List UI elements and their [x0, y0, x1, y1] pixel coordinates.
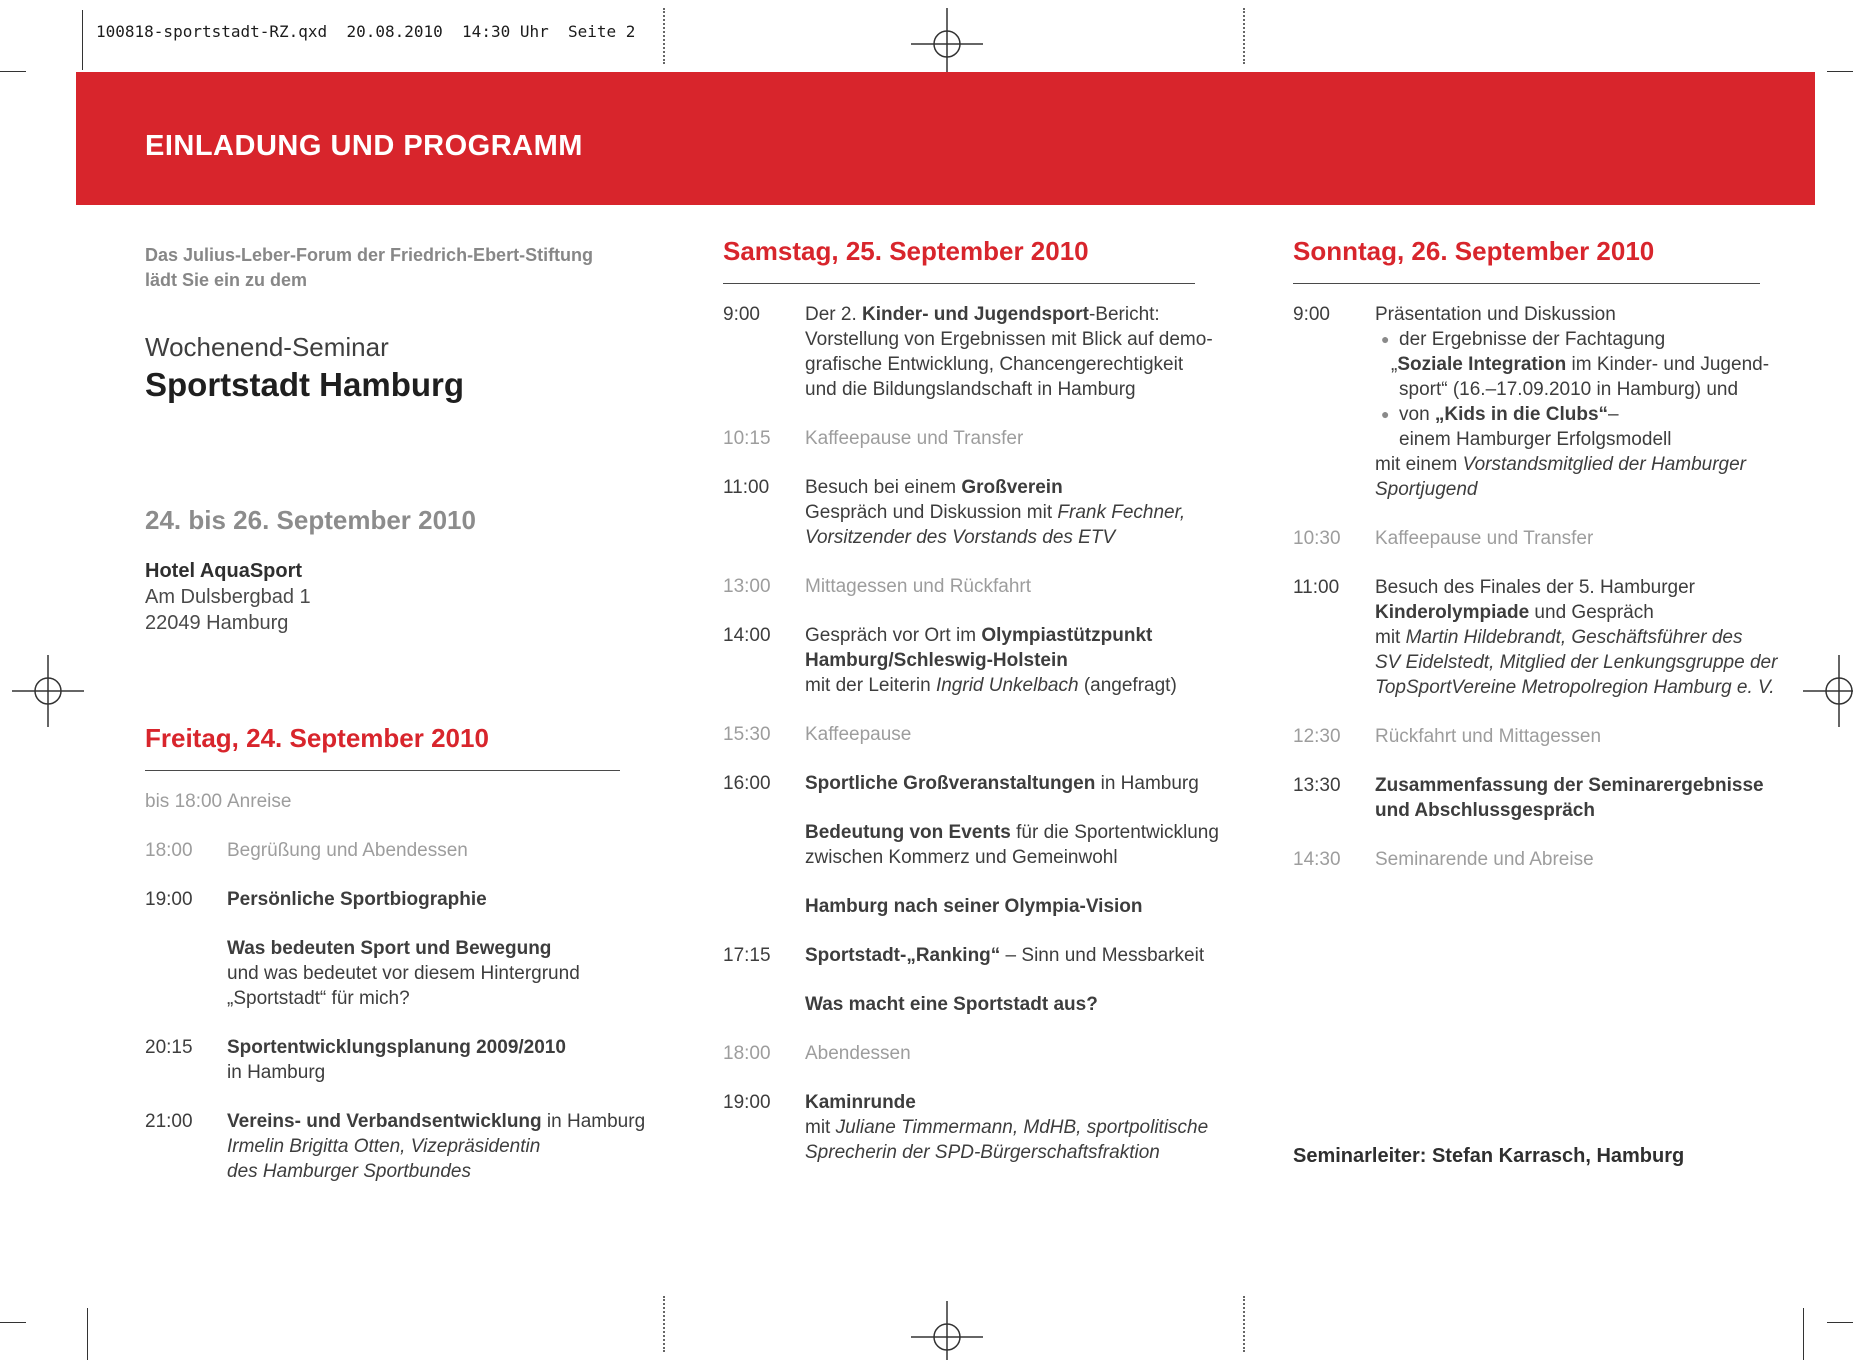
entry-time: 10:30 [1293, 528, 1341, 549]
text-line: Was bedeuten Sport und Bewegung [227, 938, 552, 959]
bullet-icon: ● [1381, 406, 1390, 422]
registration-mark-right [1801, 653, 1853, 729]
text-line: Seminarende und Abreise [1375, 849, 1594, 870]
text-line: des Hamburger Sportbundes [227, 1161, 471, 1182]
crop-mark [0, 71, 26, 72]
entry-time: 13:00 [723, 576, 771, 597]
text-line: Besuch des Finales der 5. Hamburger [1375, 577, 1695, 598]
invitation-line: lädt Sie ein zu dem [145, 270, 308, 290]
entry-time: 17:15 [723, 945, 771, 966]
schedule-entry [723, 302, 1215, 402]
text-line: Gespräch vor Ort im Olympiastützpunkt [805, 625, 1153, 646]
entry-text [1375, 526, 1793, 551]
text-line: und die Bildungslandschaft in Hamburg [805, 379, 1136, 400]
text-line: grafische Entwicklung, Chancengerechtigkeit [805, 354, 1184, 375]
text-line: TopSportVereine Metropolregion Hamburg e. V. [1375, 677, 1775, 698]
printer-header: 100818-sportstadt-RZ.qxd 20.08.2010 14:30 Uhr Seite 2 [96, 22, 636, 41]
text-line: Sprecherin der SPD-Bürgerschaftsfraktion [805, 1142, 1160, 1163]
text-line: Kinderolympiade und Gespräch [1375, 602, 1654, 623]
entry-time: 21:00 [145, 1111, 193, 1132]
entry-text [805, 574, 1215, 599]
venue-name: Hotel AquaSport [145, 560, 303, 582]
crop-mark-dotted [663, 8, 665, 64]
day-section-sunday [1293, 235, 1793, 896]
bullet-icon: ● [1381, 331, 1390, 347]
entry-text [805, 1090, 1215, 1165]
schedule-list [145, 789, 646, 1184]
entry-text [805, 1041, 1215, 1066]
text-line: mit Martin Hildebrandt, Geschäftsführer des [1375, 627, 1743, 648]
crop-mark [87, 1308, 88, 1360]
entry-text [1375, 724, 1793, 749]
invitation-text [145, 243, 625, 293]
text-line: Kaminrunde [805, 1092, 916, 1113]
day-heading: Sonntag, 26. September 2010 [1293, 236, 1655, 266]
text-line: Vorsitzender des Vorstands des ETV [805, 527, 1116, 548]
schedule-entry [1293, 724, 1793, 749]
crop-mark [1827, 71, 1853, 72]
seminar-leader: Seminarleiter: Stefan Karrasch, Hamburg [1293, 1145, 1685, 1167]
text-line: in Hamburg [227, 1062, 326, 1083]
text-line: einem Hamburger Erfolgsmodell [1399, 429, 1672, 450]
schedule-entry [1293, 526, 1793, 551]
text-line: Sportentwicklungsplanung 2009/2010 [227, 1037, 566, 1058]
schedule-entry [723, 943, 1215, 1017]
entry-time: 20:15 [145, 1037, 193, 1058]
schedule-entry [1293, 773, 1793, 823]
entry-text [1375, 773, 1793, 823]
schedule-list [723, 302, 1219, 1165]
entry-time: 11:00 [723, 477, 770, 498]
crop-mark [82, 10, 83, 70]
entry-time: 13:30 [1293, 775, 1341, 796]
schedule-entry [145, 1109, 646, 1184]
schedule-entry [145, 838, 625, 863]
crop-mark-dotted [1243, 1296, 1245, 1352]
entry-time: 12:30 [1293, 726, 1341, 747]
crop-mark [0, 1322, 26, 1323]
entry-text [805, 426, 1215, 451]
text-line: Rückfahrt und Mittagessen [1375, 726, 1602, 747]
entry-text [805, 475, 1215, 550]
bullet-line: ● von „Kids in die Clubs“– [1381, 404, 1619, 425]
day-heading: Freitag, 24. September 2010 [145, 723, 489, 753]
text-line: Hamburg/Schleswig-Holstein [805, 650, 1068, 671]
entry-time: 9:00 [723, 304, 760, 325]
entry-time: 18:00 [145, 840, 193, 861]
text-line: Gespräch und Diskussion mit Frank Fechner, [805, 502, 1186, 523]
entry-time: 19:00 [145, 889, 193, 910]
text-line: Sportliche Großveranstaltungen in Hamburg [805, 773, 1199, 794]
entry-time: 19:00 [723, 1092, 771, 1113]
registration-mark-top [909, 6, 985, 82]
divider [1293, 283, 1760, 284]
text-line: Mittagessen und Rückfahrt [805, 576, 1032, 597]
text-line: Anreise [227, 791, 292, 812]
text-line: Abendessen [805, 1043, 911, 1064]
schedule-entry [145, 887, 625, 1011]
registration-mark-bottom [909, 1299, 985, 1360]
entry-text [805, 943, 1215, 1017]
divider [145, 770, 620, 771]
schedule-entry [723, 722, 1215, 747]
text-line: Bedeutung von Events für die Sportentwicklung [805, 822, 1219, 843]
venue-city: 22049 Hamburg [145, 612, 289, 634]
day-section-saturday [723, 235, 1219, 1189]
text-line: Kaffeepause und Transfer [805, 428, 1024, 449]
entry-text [1375, 302, 1793, 502]
text-line: Sportstadt-„Ranking“ – Sinn und Messbarkeit [805, 945, 1205, 966]
entry-time: 14:30 [1293, 849, 1341, 870]
schedule-entry [1293, 302, 1793, 502]
invitation-line: Das Julius-Leber-Forum der Friedrich-Ebert-Stiftung [145, 245, 594, 265]
text-line: Vereins- und Verbandsentwicklung in Hamburg [227, 1111, 646, 1132]
schedule-entry [723, 475, 1215, 550]
text-line: Sportjugend [1375, 479, 1478, 500]
crop-mark-dotted [663, 1296, 665, 1352]
entry-text [227, 838, 625, 863]
schedule-entry [723, 426, 1215, 451]
text-line: Irmelin Brigitta Otten, Vizepräsidentin [227, 1136, 541, 1157]
text-line: zwischen Kommerz und Gemeinwohl [805, 847, 1118, 868]
schedule-entry [723, 623, 1215, 698]
entry-text [805, 302, 1215, 402]
text-line: „Sportstadt“ für mich? [227, 988, 410, 1009]
text-line: Persönliche Sportbiographie [227, 889, 487, 910]
schedule-entry [723, 1090, 1215, 1165]
entry-text [805, 722, 1215, 747]
entry-text [227, 887, 625, 1011]
entry-time: 11:00 [1293, 577, 1340, 598]
entry-text [805, 771, 1219, 919]
page-title: EINLADUNG UND PROGRAMM [145, 130, 583, 162]
schedule-entry [723, 574, 1215, 599]
schedule-entry [1293, 847, 1793, 872]
text-line: mit einem Vorstandsmitglied der Hamburger [1375, 454, 1747, 475]
entry-text [1375, 847, 1793, 872]
text-line: Der 2. Kinder- und Jugendsport-Bericht: [805, 304, 1160, 325]
schedule-entry [723, 771, 1219, 919]
crop-mark [1803, 1308, 1804, 1360]
text-line: Zusammenfassung der Seminarergebnisse [1375, 775, 1764, 796]
divider [723, 283, 1195, 284]
text-line: „Soziale Integration im Kinder- und Jugend- [1391, 354, 1770, 375]
crop-mark-dotted [1243, 8, 1245, 64]
text-line: Was macht eine Sportstadt aus? [805, 994, 1098, 1015]
registration-mark-left [10, 653, 86, 729]
venue-block [145, 558, 311, 636]
entry-text [1375, 575, 1793, 700]
text-line: Vorstellung von Ergebnissen mit Blick auf demo- [805, 329, 1213, 350]
text-line: sport“ (16.–17.09.2010 in Hamburg) und [1399, 379, 1739, 400]
text-line: und was bedeutet vor diesem Hintergrund [227, 963, 580, 984]
day-section-friday [145, 722, 646, 1208]
text-line: und Abschlussgespräch [1375, 800, 1595, 821]
entry-time: 15:30 [723, 724, 771, 745]
venue-street: Am Dulsbergbad 1 [145, 586, 311, 608]
text-line: Begrüßung und Abendessen [227, 840, 468, 861]
schedule-entry [1293, 575, 1793, 700]
title-banner [76, 72, 1815, 205]
entry-text [227, 1035, 625, 1085]
text-line: Hamburg nach seiner Olympia-Vision [805, 896, 1143, 917]
seminar-type: Wochenend-Seminar [145, 332, 389, 362]
bullet-line: ● der Ergebnisse der Fachtagung [1381, 329, 1666, 350]
text-line: Besuch bei einem Großverein [805, 477, 1063, 498]
entry-time: 18:00 [723, 1043, 771, 1064]
entry-text [805, 623, 1215, 698]
schedule-entry [723, 1041, 1215, 1066]
entry-time: 10:15 [723, 428, 771, 449]
seminar-date-range: 24. bis 26. September 2010 [145, 505, 476, 535]
entry-time: 9:00 [1293, 304, 1330, 325]
schedule-entry [145, 789, 625, 814]
seminar-title: Sportstadt Hamburg [145, 366, 465, 403]
entry-time: bis 18:00 [145, 791, 223, 812]
entry-text [227, 1109, 645, 1184]
crop-mark [1827, 1322, 1853, 1323]
text-line: Präsentation und Diskussion [1375, 304, 1616, 325]
entry-time: 14:00 [723, 625, 771, 646]
day-heading: Samstag, 25. September 2010 [723, 236, 1089, 266]
text-line: Kaffeepause und Transfer [1375, 528, 1594, 549]
schedule-list [1293, 302, 1793, 872]
text-line: mit Juliane Timmermann, MdHB, sportpolitische [805, 1117, 1209, 1138]
entry-text [227, 789, 625, 814]
text-line: Kaffeepause [805, 724, 912, 745]
schedule-entry [145, 1035, 625, 1085]
text-line: mit der Leiterin Ingrid Unkelbach (angefragt) [805, 675, 1177, 696]
text-line: SV Eidelstedt, Mitglied der Lenkungsgruppe der [1375, 652, 1778, 673]
entry-time: 16:00 [723, 773, 771, 794]
